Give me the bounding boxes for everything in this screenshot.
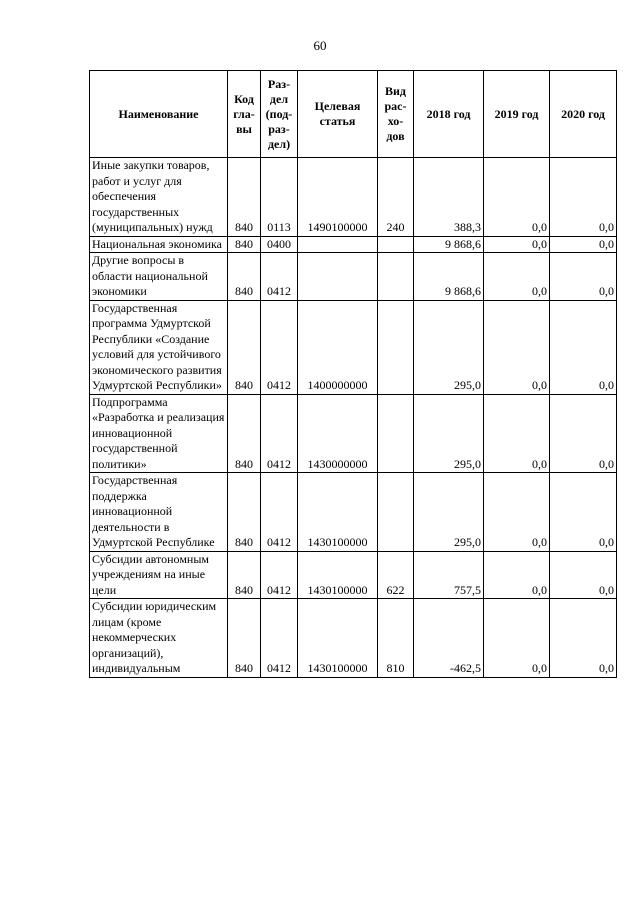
- cell-y2020: 0,0: [550, 473, 617, 552]
- cell-y2019: 0,0: [484, 253, 550, 301]
- cell-section: 0412: [261, 394, 298, 473]
- header-target: Целевая статья: [298, 71, 378, 158]
- header-code: Код гла-вы: [228, 71, 261, 158]
- page-number: 60: [313, 38, 327, 53]
- cell-y2018: 9 868,6: [414, 253, 484, 301]
- cell-target: [298, 253, 378, 301]
- cell-name: Национальная экономика: [90, 236, 228, 253]
- cell-exp-type: [378, 394, 414, 473]
- table-row: [90, 300, 617, 394]
- table-row: [90, 236, 617, 253]
- cell-y2018: 295,0: [414, 394, 484, 473]
- cell-exp-type: [378, 236, 414, 253]
- cell-name: Государственная программа Удмуртской Республики «Создание условий для устойчивого экономического развития Удмуртской Республики»: [90, 300, 228, 394]
- header-2020: 2020 год: [550, 71, 617, 158]
- cell-y2018: 9 868,6: [414, 236, 484, 253]
- cell-target: 1430100000: [298, 473, 378, 552]
- cell-y2020: 0,0: [550, 236, 617, 253]
- table-row: [90, 394, 617, 473]
- cell-name: Подпрограмма «Разработка и реализация инновационной государственной политики»: [90, 394, 228, 473]
- header-2018: 2018 год: [414, 71, 484, 158]
- cell-y2019: 0,0: [484, 394, 550, 473]
- cell-code: 840: [228, 551, 261, 599]
- cell-y2019: 0,0: [484, 473, 550, 552]
- cell-target: 1430000000: [298, 394, 378, 473]
- cell-section: 0412: [261, 473, 298, 552]
- cell-code: 840: [228, 253, 261, 301]
- cell-section: 0412: [261, 551, 298, 599]
- table-row: [90, 158, 617, 237]
- table-row: [90, 253, 617, 301]
- cell-name: Субсидии юридическим лицам (кроме некоммерческих организаций), индивидуальным: [90, 599, 228, 678]
- cell-y2020: 0,0: [550, 599, 617, 678]
- cell-exp-type: 810: [378, 599, 414, 678]
- cell-y2019: 0,0: [484, 599, 550, 678]
- cell-exp-type: 240: [378, 158, 414, 237]
- cell-y2018: 295,0: [414, 300, 484, 394]
- cell-y2019: 0,0: [484, 551, 550, 599]
- table-header-row: [90, 71, 617, 158]
- cell-y2020: 0,0: [550, 551, 617, 599]
- cell-y2020: 0,0: [550, 300, 617, 394]
- cell-code: 840: [228, 599, 261, 678]
- cell-code: 840: [228, 473, 261, 552]
- cell-y2019: 0,0: [484, 158, 550, 237]
- cell-target: 1430100000: [298, 551, 378, 599]
- table-row: [90, 551, 617, 599]
- cell-code: 840: [228, 158, 261, 237]
- cell-exp-type: [378, 300, 414, 394]
- cell-name: Иные закупки товаров, работ и услуг для обеспечения государственных (муниципальных) нужд: [90, 158, 228, 237]
- cell-exp-type: [378, 473, 414, 552]
- cell-name: Субсидии автономным учреждениям на иные цели: [90, 551, 228, 599]
- table-row: [90, 473, 617, 552]
- cell-code: 840: [228, 300, 261, 394]
- cell-target: 1490100000: [298, 158, 378, 237]
- cell-y2019: 0,0: [484, 300, 550, 394]
- cell-code: 840: [228, 394, 261, 473]
- table-row: [90, 599, 617, 678]
- cell-exp-type: [378, 253, 414, 301]
- cell-section: 0400: [261, 236, 298, 253]
- cell-name: Другие вопросы в области национальной экономики: [90, 253, 228, 301]
- cell-y2020: 0,0: [550, 394, 617, 473]
- cell-exp-type: 622: [378, 551, 414, 599]
- cell-section: 0113: [261, 158, 298, 237]
- cell-y2019: 0,0: [484, 236, 550, 253]
- budget-table: [89, 70, 617, 678]
- cell-section: 0412: [261, 253, 298, 301]
- cell-y2018: 757,5: [414, 551, 484, 599]
- header-exp-type: Вид рас-хо-дов: [378, 71, 414, 158]
- cell-y2018: 388,3: [414, 158, 484, 237]
- cell-name: Государственная поддержка инновационной деятельности в Удмуртской Республике: [90, 473, 228, 552]
- cell-target: 1400000000: [298, 300, 378, 394]
- cell-target: [298, 236, 378, 253]
- cell-target: 1430100000: [298, 599, 378, 678]
- cell-y2020: 0,0: [550, 253, 617, 301]
- header-section: Раз-дел (под-раз-дел): [261, 71, 298, 158]
- header-2019: 2019 год: [484, 71, 550, 158]
- cell-code: 840: [228, 236, 261, 253]
- cell-y2018: -462,5: [414, 599, 484, 678]
- cell-section: 0412: [261, 599, 298, 678]
- cell-section: 0412: [261, 300, 298, 394]
- cell-y2020: 0,0: [550, 158, 617, 237]
- cell-y2018: 295,0: [414, 473, 484, 552]
- header-name: Наименование: [90, 71, 228, 158]
